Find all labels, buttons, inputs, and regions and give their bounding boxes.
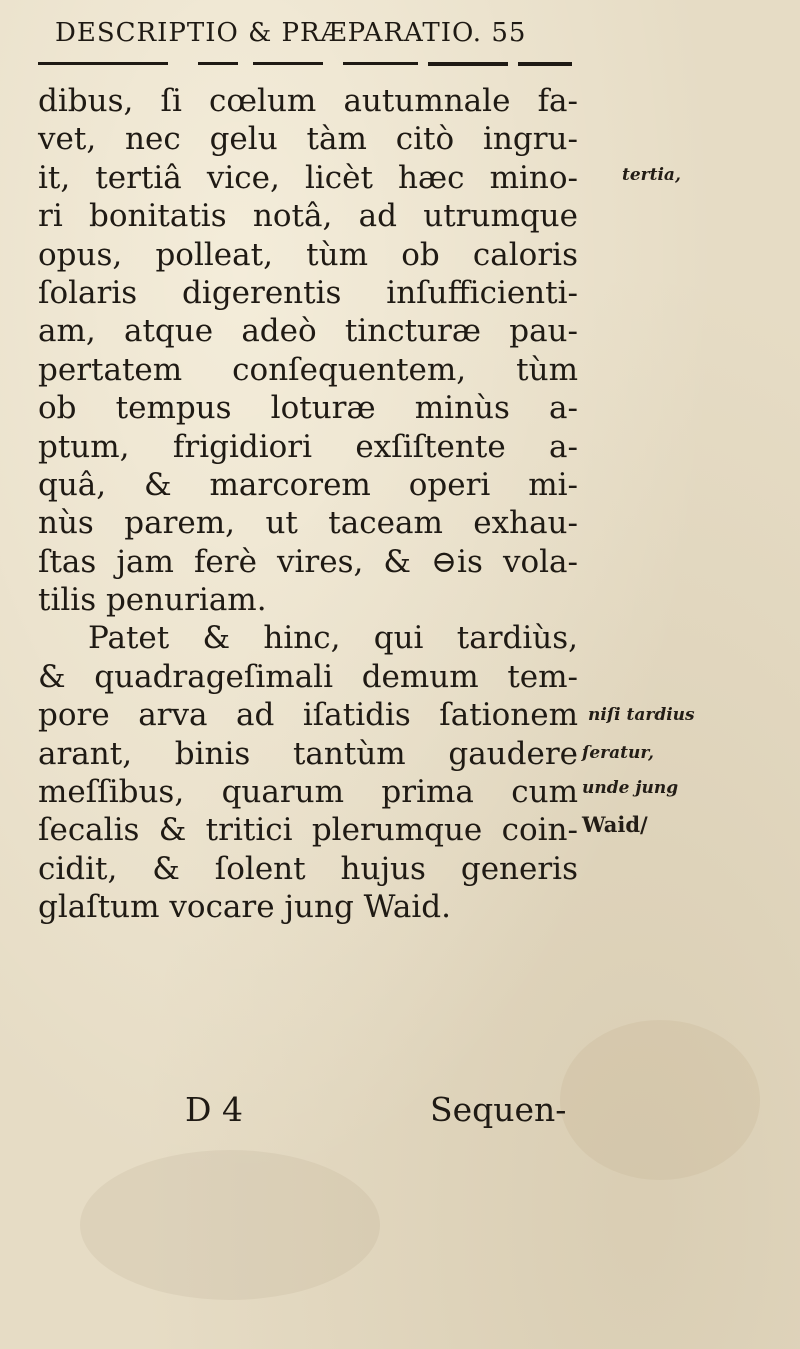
margin-note: tertia, — [622, 165, 681, 185]
paper-stain — [80, 1150, 380, 1300]
text-line: dibus, ſi cœlum autumnale fa- — [38, 83, 578, 119]
text-line: arant, binis tantùm gaudere — [38, 735, 578, 772]
margin-note-text: unde jung — [582, 778, 679, 798]
text-line: opus, polleat, tùm ob caloris — [38, 236, 578, 273]
text-line: vet, nec gelu tàm citò ingru- — [38, 121, 578, 158]
text-line: quâ, & marcorem operi mi- — [38, 466, 578, 503]
margin-note: ſeratur, — [582, 743, 654, 763]
text-line: ſtas jam ferè vires, & ⊖is vola- — [38, 543, 578, 580]
text-line: pore arva ad iſatidis ſationem — [38, 697, 578, 734]
text-line: Patet & hinc, qui tardiùs, — [88, 620, 578, 657]
main-text — [38, 82, 578, 927]
text-line: it, tertiâ vice, licèt hæc mino- — [38, 159, 578, 196]
text-line: ri bonitatis notâ, ad utrumque — [38, 198, 578, 235]
text-line: ſecalis & tritici plerumque coin- — [38, 812, 578, 849]
text-line: ptum, frigidiori exſiſtente a- — [38, 428, 578, 465]
text-line: am, atque adeò tincturæ pau- — [38, 313, 578, 350]
text-line: ob tempus loturæ minùs a- — [38, 390, 578, 427]
catchword: Sequen- — [430, 1090, 567, 1129]
text-line: nùs parem, ut taceam exhau- — [38, 505, 578, 542]
text-line: pertatem conſequentem, tùm — [38, 351, 578, 388]
text-line: tilis penuriam. — [38, 582, 267, 619]
header-rule — [38, 62, 572, 66]
text-line: meſſibus, quarum prima cum — [38, 774, 578, 811]
margin-note: niſi tardius — [588, 705, 695, 725]
margin-note: Waid/ — [582, 812, 648, 837]
signature-mark: D 4 — [185, 1090, 243, 1129]
text-line: & quadrageſimali demum tem- — [38, 658, 578, 695]
margin-note — [582, 778, 678, 798]
paper-stain — [560, 1020, 760, 1180]
text-line: glaſtum vocare jung Waid. — [38, 889, 451, 926]
text-line: cidit, & ſolent hujus generis — [38, 850, 578, 887]
text-line: ſolaris digerentis inſufficienti- — [38, 274, 578, 311]
running-head: DESCRIPTIO & PRÆPARATIO. 55 — [55, 18, 527, 48]
